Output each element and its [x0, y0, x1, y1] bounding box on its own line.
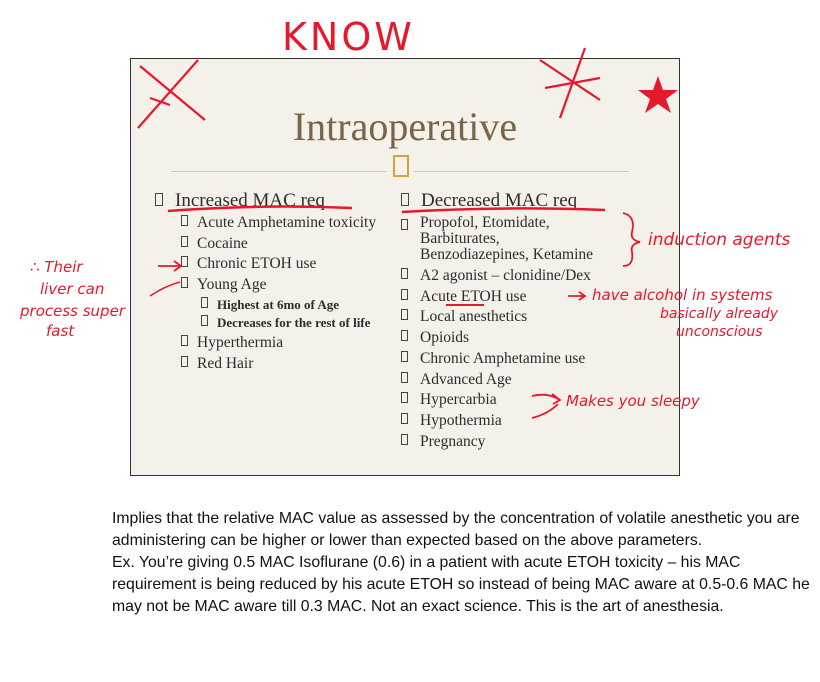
checkbox-icon [401, 434, 408, 445]
annotation-alcohol-3: unconscious [676, 324, 763, 340]
list-subitem: Decreases for the rest of life [155, 314, 415, 333]
title-rule-right [414, 171, 629, 172]
annotation-alcohol-2: basically already [660, 306, 779, 322]
checkbox-icon [181, 236, 188, 247]
slide-title: Intraoperative [292, 104, 518, 149]
list-subitem: Highest at 6mo of Age [155, 296, 415, 315]
increased-mac-heading: Increased MAC req [155, 189, 415, 213]
decreased-mac-column [401, 189, 676, 452]
list-item: A2 agonist – clonidine/Dex [401, 266, 676, 287]
annotation-liver-2: liver can [40, 280, 105, 298]
checkbox-icon [181, 277, 188, 288]
annotation-know: KNOW [282, 15, 415, 59]
annotation-liver-1: ∴ Their [30, 258, 83, 276]
list-item: Advanced Age [401, 370, 676, 391]
notes-paragraph: Ex. You’re giving 0.5 MAC Isoflurane (0.6) in a patient with acute ETOH toxicity – his MAC requirement is being reduced by his acute ETOH so instead of being MAC aware at 0.5-0.6 MAC he may not be MAC aware till 0.3 MAC. Not an exact science. This is the art of anesthesia. [112, 554, 810, 615]
checkbox-icon [201, 297, 208, 308]
list-item: Young Age [155, 275, 415, 296]
list-item: Opioids [401, 328, 676, 349]
checkbox-icon [401, 392, 408, 403]
list-item: Hypercarbia [401, 390, 676, 411]
checkbox-icon [401, 372, 408, 383]
list-item: Red Hair [155, 354, 415, 375]
list-item: Cocaine [155, 234, 415, 255]
checkbox-icon [401, 268, 408, 279]
decreased-mac-heading: Decreased MAC req [401, 189, 676, 213]
list-item: Acute Amphetamine toxicity [155, 213, 415, 234]
checkbox-icon [401, 413, 408, 424]
annotation-liver-3: process super [20, 302, 125, 320]
checkbox-icon [201, 315, 208, 326]
center-bullet-box [393, 155, 409, 177]
explanation-notes [112, 508, 812, 618]
list-item: Chronic Amphetamine use [401, 349, 676, 370]
checkbox-icon [401, 219, 408, 230]
slide [130, 58, 680, 476]
checkbox-icon [181, 256, 188, 267]
checkbox-icon [155, 193, 163, 206]
list-item-induction-agents: Propofol, Etomidate, Barbiturates, Benzodiazepines, Ketamine [401, 213, 676, 266]
list-item: Hyperthermia [155, 333, 415, 354]
list-item: Acute ETOH use [401, 287, 676, 308]
checkbox-icon [181, 215, 188, 226]
checkbox-icon [401, 330, 408, 341]
checkbox-icon [181, 335, 188, 346]
list-item: Hypothermia [401, 411, 676, 432]
title-rule-left [171, 171, 386, 172]
list-item: Pregnancy [401, 432, 676, 453]
list-item: Local anesthetics [401, 307, 676, 328]
annotation-sleepy: Makes you sleepy [566, 392, 700, 410]
checkbox-icon [181, 356, 188, 367]
annotation-liver-4: fast [46, 322, 75, 340]
checkbox-icon [401, 351, 408, 362]
notes-paragraph: Implies that the relative MAC value as assessed by the concentration of volatile anesthetic you are administering can be higher or lower than expected based on the above parameters. [112, 510, 800, 549]
annotation-induction: induction agents [648, 230, 791, 250]
increased-mac-column [155, 189, 415, 374]
annotation-alcohol-1: have alcohol in systems [592, 286, 773, 304]
checkbox-icon [401, 309, 408, 320]
checkbox-icon [401, 193, 409, 206]
checkbox-icon [401, 289, 408, 300]
list-item: Chronic ETOH use [155, 254, 415, 275]
